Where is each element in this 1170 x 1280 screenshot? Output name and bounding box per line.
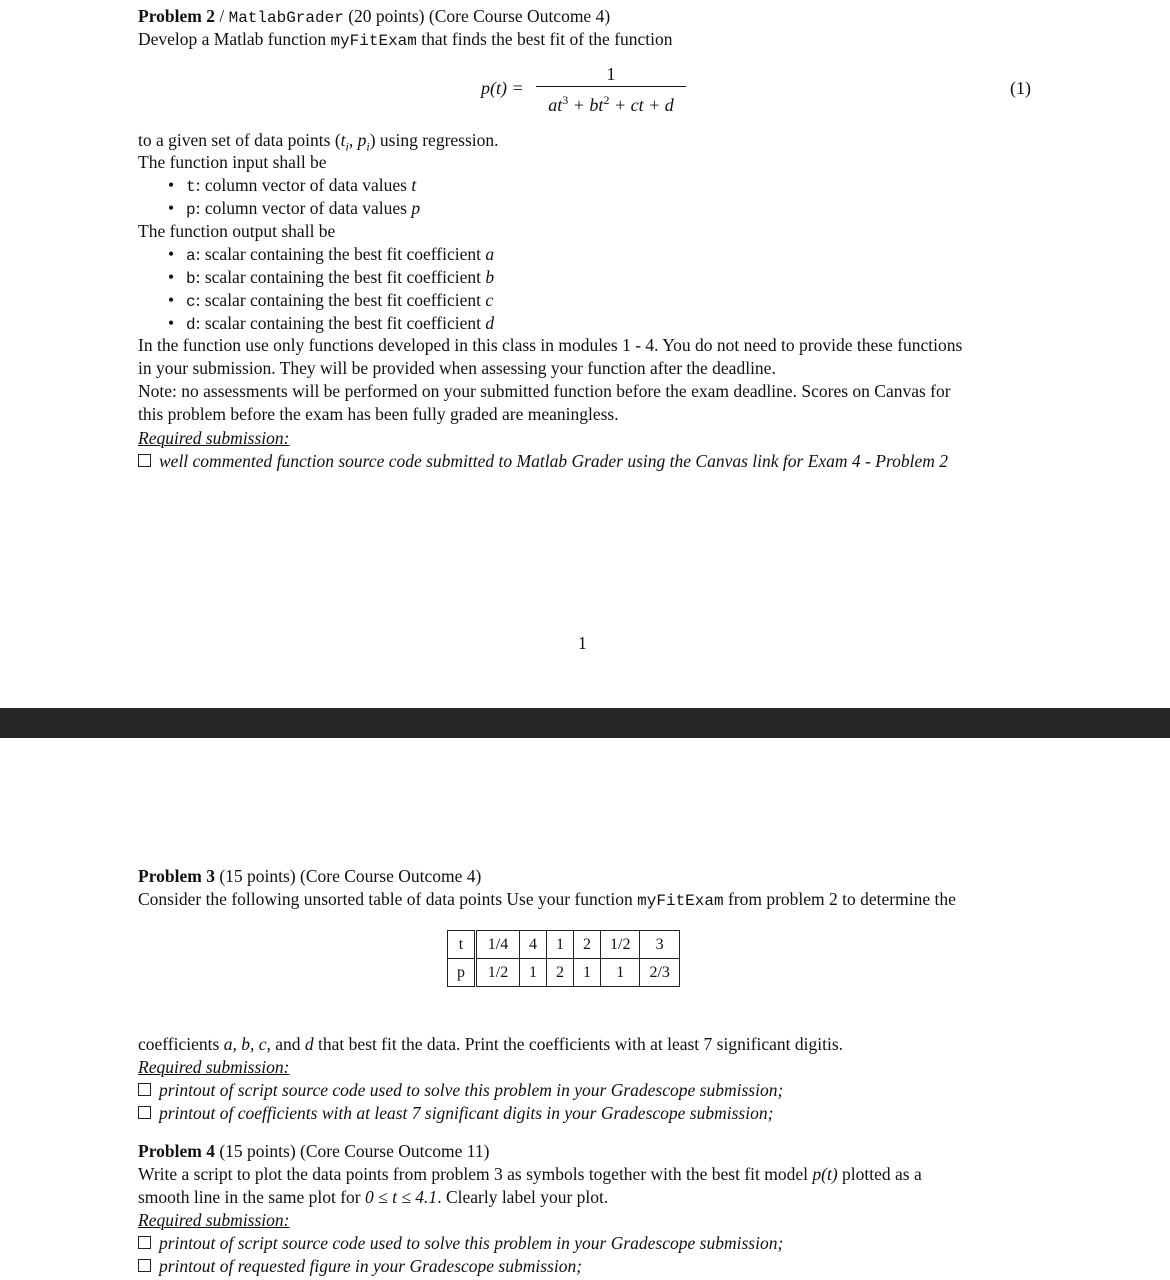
problem2-slash: /	[214, 6, 229, 26]
coef-and: and	[270, 1034, 305, 1054]
table-cell: 1	[574, 959, 601, 987]
problem4-l1-var: p(t)	[812, 1164, 838, 1184]
output-code: d	[186, 316, 196, 334]
checkbox-icon	[138, 1083, 151, 1096]
table-cell: 1/2	[601, 931, 640, 959]
coef-d: d	[304, 1034, 314, 1054]
output-heading: The function output shall be	[138, 221, 336, 241]
eq-exp2: 2	[603, 93, 610, 107]
output-item-b: • b: scalar containing the best fit coefficient b	[168, 267, 495, 288]
problem3-func-name: myFitExam	[637, 892, 724, 910]
req-item-text: printout of script source code used to solve this problem in your Gradescope submission;	[159, 1080, 784, 1100]
given-var-t: t	[340, 130, 346, 150]
input-item-p: • p: column vector of data values p	[168, 198, 421, 219]
table-cell: 3	[640, 931, 679, 959]
problem4-req-item-2	[138, 1255, 582, 1278]
problem4-req-heading: Required submission:	[138, 1210, 290, 1230]
problem4-line2	[138, 1186, 608, 1209]
equation-fraction	[536, 64, 686, 116]
table-cell: 1	[547, 931, 574, 959]
problem2-grader: MatlabGrader	[228, 9, 344, 27]
output-desc: : scalar containing the best fit coefficient	[195, 244, 486, 264]
output-item-d: • d: scalar containing the best fit coefficient d	[168, 313, 495, 334]
req-item-text: well commented function source code submitted to Matlab Grader using the Canvas link for Exam 4 - Problem 2	[159, 451, 948, 471]
problem3-points: (15 points) (Core Course Outcome 4)	[214, 866, 482, 886]
equation-numerator: 1	[606, 64, 616, 84]
output-code: c	[186, 293, 196, 311]
problem3-intro-text-b: from problem 2 to determine the	[723, 889, 956, 909]
output-var: d	[485, 313, 495, 333]
checkbox-icon	[138, 454, 151, 467]
para2-line2: this problem before the exam has been fully graded are meaningless.	[138, 404, 619, 424]
problem4-points: (15 points) (Core Course Outcome 11)	[214, 1141, 490, 1161]
input-var: p	[411, 198, 421, 218]
problem2-intro-text-a: Develop a Matlab function	[138, 29, 331, 49]
input-desc: : column vector of data values	[195, 175, 412, 195]
para1-line1: In the function use only functions developed in this class in modules 1 - 4. You do not need to provide these functions	[138, 335, 963, 355]
problem3-req-heading: Required submission:	[138, 1057, 290, 1077]
table-cell: 1	[601, 959, 640, 987]
output-code: a	[186, 247, 196, 265]
req-item-text: printout of script source code used to solve this problem in your Gradescope submission;	[159, 1233, 784, 1253]
problem4-req-item-1	[138, 1232, 783, 1255]
problem4-l1-text-b: plotted as a	[837, 1164, 922, 1184]
problem3-title: Problem 3	[138, 866, 215, 886]
input-code: t	[186, 178, 196, 196]
page-number: 1	[578, 633, 587, 653]
page-divider	[0, 708, 1170, 738]
output-var: b	[485, 267, 495, 287]
eq-den-b: + bt	[568, 95, 604, 115]
problem2-intro-text-b: that finds the best fit of the function	[416, 29, 673, 49]
given-text-a: to a given set of data points (	[138, 130, 341, 150]
output-var: c	[485, 290, 494, 310]
table-cell: 2/3	[640, 959, 679, 987]
problem2-intro	[138, 28, 673, 53]
given-sub-i2: i	[366, 139, 370, 154]
problem4-l1-text-a: Write a script to plot the data points from problem 3 as symbols together with the best fit model	[138, 1164, 813, 1184]
checkbox-icon	[138, 1259, 151, 1272]
table-cell: 1/4	[476, 931, 520, 959]
input-heading: The function input shall be	[138, 152, 327, 172]
output-desc: : scalar containing the best fit coefficient	[195, 267, 486, 287]
coef-text-b: that best fit the data. Print the coefficients with at least 7 significant digitis.	[313, 1034, 844, 1054]
eq-den-a: at	[548, 95, 563, 115]
req-item-text: printout of coefficients with at least 7 significant digits in your Gradescope submission;	[159, 1103, 774, 1123]
problem3-req-item-2	[138, 1102, 773, 1125]
output-desc: : scalar containing the best fit coefficient	[195, 313, 486, 333]
table-row	[448, 959, 680, 987]
equation-denominator	[536, 89, 686, 116]
eq-exp3: 3	[562, 93, 569, 107]
problem4-l2-text-a: smooth line in the same plot for	[138, 1187, 365, 1207]
equation-fraction-bar	[536, 86, 686, 87]
coef-vars: a, b, c,	[223, 1034, 271, 1054]
eq-den-c: + ct + d	[609, 95, 674, 115]
checkbox-icon	[138, 1106, 151, 1119]
problem3-heading	[138, 865, 481, 888]
output-var: a	[485, 244, 495, 264]
problem2-func-name: myFitExam	[330, 32, 417, 50]
coef-text-a: coefficients	[138, 1034, 224, 1054]
problem4-line1	[138, 1163, 922, 1186]
input-desc: : column vector of data values	[195, 198, 412, 218]
table-cell: 1	[520, 959, 547, 987]
input-code: p	[186, 201, 196, 219]
equation-lhs: p(t) =	[481, 78, 524, 98]
problem4-heading	[138, 1140, 489, 1163]
req-item-text: printout of requested figure in your Gradescope submission;	[159, 1256, 583, 1276]
para2-line1: Note: no assessments will be performed on your submitted function before the exam deadline. Scores on Canvas for	[138, 381, 951, 401]
input-item-t: • t: column vector of data values t	[168, 175, 417, 196]
problem4-l2-range: 0 ≤ t ≤ 4.1	[364, 1187, 438, 1207]
table-row-label: t	[448, 931, 476, 959]
output-item-a: • a: scalar containing the best fit coefficient a	[168, 244, 495, 265]
problem2-heading	[138, 5, 610, 30]
checkbox-icon	[138, 1236, 151, 1249]
given-sub-i: i	[345, 139, 349, 154]
input-var: t	[411, 175, 417, 195]
problem4-l2-text-b: . Clearly label your plot.	[437, 1187, 609, 1207]
table-row-label: p	[448, 959, 476, 987]
problem2-points: (20 points) (Core Course Outcome 4)	[343, 6, 611, 26]
problem3-intro-text-a: Consider the following unsorted table of data points Use your function	[138, 889, 638, 909]
given-var-p: , p	[348, 130, 367, 150]
output-code: b	[186, 270, 196, 288]
problem3-intro	[138, 888, 956, 913]
output-desc: : scalar containing the best fit coefficient	[195, 290, 486, 310]
equation-number: (1)	[1010, 78, 1031, 98]
problem2-req-heading: Required submission:	[138, 428, 290, 448]
given-text-b: ) using regression.	[369, 130, 499, 150]
data-table	[447, 930, 680, 987]
problem3-coefficients	[138, 1033, 843, 1056]
table-row	[448, 931, 680, 959]
table-cell: 2	[574, 931, 601, 959]
problem2-req-item	[138, 450, 948, 473]
problem3-req-item-1	[138, 1079, 783, 1102]
table-cell: 4	[520, 931, 547, 959]
para1-line2: in your submission. They will be provided when assessing your function after the deadline.	[138, 358, 776, 378]
output-item-c: • c: scalar containing the best fit coefficient c	[168, 290, 494, 311]
problem4-title: Problem 4	[138, 1141, 215, 1161]
table-cell: 2	[547, 959, 574, 987]
problem2-title: Problem 2	[138, 6, 215, 26]
table-cell: 1/2	[476, 959, 520, 987]
